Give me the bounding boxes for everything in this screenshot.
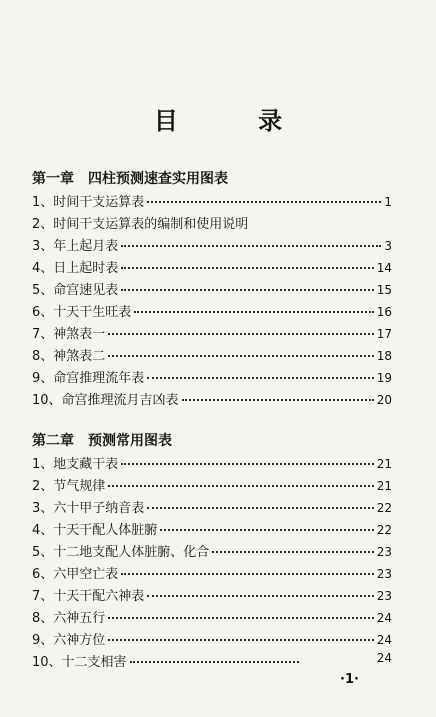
dot-leader [121,245,381,247]
entry-title: 5、十二地支配人体脏腑、化合 [32,545,210,560]
entry-page: 23 [376,589,392,603]
dot-leader [134,311,373,313]
entry-page: 15 [376,283,392,297]
entry-title: 5、命宫速见表 [32,283,119,298]
toc-entry [32,629,392,647]
entry-title: 1、时间干支运算表 [32,195,145,210]
entry-title: 10、命宫推理流月吉凶表 [32,393,179,408]
entry-title: 3、六十甲子纳音表 [32,501,145,516]
dot-leader [147,201,381,203]
dot-leader [121,573,373,575]
dot-leader [182,399,374,401]
entry-page: 18 [376,349,392,363]
entry-title: 4、日上起时表 [32,261,119,276]
toc-entry [32,301,392,319]
entry-title: 7、十天干配六神表 [32,589,145,604]
toc-entry [32,651,302,669]
entry-page: 24 [376,611,392,625]
entry-page: 23 [376,567,392,581]
page-title: 目 录 [153,107,319,135]
dot-leader [130,661,299,663]
entry-title: 4、十天干配人体脏腑 [32,523,158,538]
dot-leader [108,333,373,335]
entry-title: 6、十天干生旺表 [32,305,132,320]
entry-title: 2、时间干支运算表的编制和使用说明 [32,217,249,232]
entry-page: 22 [376,501,392,515]
toc-entry [32,367,392,385]
chapter-heading: 第一章 四柱预测速查实用图表 [32,171,228,187]
entry-title: 8、神煞表二 [32,349,106,364]
dot-leader [108,355,373,357]
entry-page: 3 [384,239,392,253]
entry-page: 16 [376,305,392,319]
dot-leader [212,551,373,553]
dot-leader [121,289,373,291]
entry-title: 1、地支藏干表 [32,457,119,472]
entry-page: 20 [376,393,392,407]
entry-page: 23 [376,545,392,559]
entry-title: 10、十二支相害 [32,655,127,670]
entry-page: 21 [376,457,392,471]
toc-entry [32,389,392,407]
dot-leader [108,485,373,487]
dot-leader [147,507,373,509]
entry-page: 14 [376,261,392,275]
dot-leader [108,639,373,641]
toc-entry [32,279,392,297]
entry-title: 8、六神五行 [32,611,106,626]
entry-title: 2、节气规律 [32,479,106,494]
dot-leader [147,595,373,597]
toc-entry [32,191,392,209]
entry-page: 19 [376,371,392,385]
toc-entry [32,585,392,603]
entry-title: 6、六甲空亡表 [32,567,119,582]
toc-entry [32,475,392,493]
toc-entry [32,257,392,275]
dot-leader [121,463,373,465]
entry-page: 17 [376,327,392,341]
entry-title: 3、年上起月表 [32,239,119,254]
entry-title: 7、神煞表一 [32,327,106,342]
entry-page: 21 [376,479,392,493]
chapter-heading: 第二章 预测常用图表 [32,433,172,449]
entry-page: 22 [376,523,392,537]
page-number: ·1· [340,672,359,687]
toc-entry [32,345,392,363]
entry-page: 24 [376,651,392,665]
toc-entry-page-holder [370,651,392,669]
toc-entry [32,607,392,625]
dot-leader [147,377,373,379]
dot-leader [121,267,373,269]
dot-leader [160,529,373,531]
entry-page: 1 [384,195,392,209]
toc-entry [32,213,264,231]
toc-entry [32,235,392,253]
dot-leader [108,617,373,619]
toc-entry [32,563,392,581]
toc-entry [32,541,392,559]
entry-title: 9、命宫推理流年表 [32,371,145,386]
toc-entry [32,497,392,515]
toc-entry [32,453,392,471]
toc-entry [32,323,392,341]
entry-title: 9、六神方位 [32,633,106,648]
entry-page: 24 [376,633,392,647]
toc-entry [32,519,392,537]
